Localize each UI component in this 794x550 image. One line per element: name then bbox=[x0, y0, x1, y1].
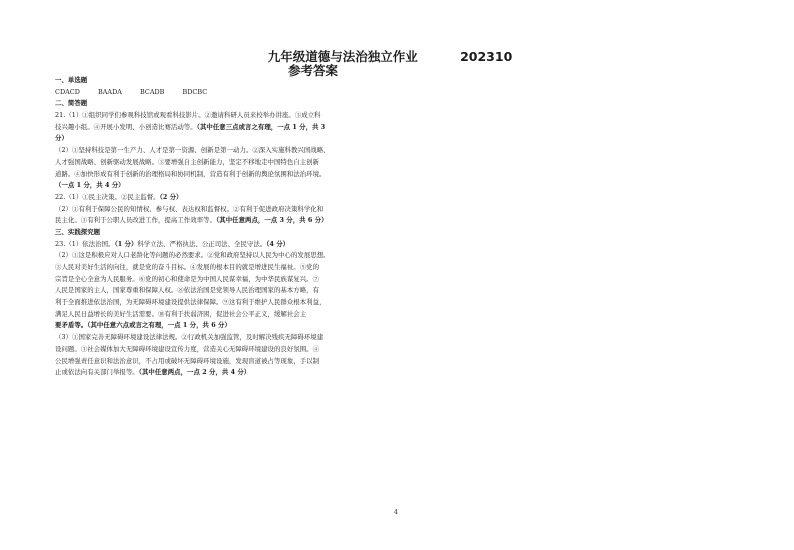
q23-line bbox=[55, 367, 406, 379]
mcq-group: CDACD bbox=[55, 87, 80, 96]
answer-content bbox=[55, 75, 406, 379]
title-code: 202310 bbox=[460, 49, 513, 64]
title-text: 九年级道德与法治独立作业 bbox=[267, 49, 418, 64]
mcq-group: BAADA bbox=[98, 87, 122, 96]
q23-line: （3）①国家完善无障碍环境建设法律法规。②行政机关加强监管，及时解决残疾无障碍环境建 bbox=[55, 333, 324, 342]
section-heading-practice: 三、实践探究题 bbox=[55, 227, 101, 236]
answer-text: 技兴趣小组。④开展小发明、小创造比赛活动等。 bbox=[55, 122, 197, 131]
q21-line: 21.（1）①组织同学们参观科技馆或观看科技影片。②邀请科研人员来校举办讲座。③成立科 bbox=[55, 111, 321, 120]
scoring-note: （其中任意两点，一点 2 分，共 4 分） bbox=[138, 368, 251, 377]
q23-line: 满足人民日益增长的美好生活需要。⑩有利于扶弱济困，促进社会公平正义，缓解社会主 bbox=[55, 309, 307, 318]
q23-line: 利于全面推进依法治国，为无障碍环境建设提供法律保障。⑨这有利于维护人民群众根本利益， bbox=[55, 298, 326, 307]
q21-line: （2）①坚持科技是第一生产力、人才是第一资源、创新是第一动力。②深入实施科教兴国战略、 bbox=[55, 146, 330, 155]
q22-line bbox=[55, 215, 406, 227]
answer-text: 23.（1）依法治国。 bbox=[55, 239, 115, 248]
q21-line bbox=[55, 122, 406, 134]
answer-text: 22.（1）①民主决策。②民主监督。 bbox=[55, 192, 160, 201]
q21-line: 分） bbox=[55, 134, 68, 143]
mcq-group: BCADB bbox=[140, 87, 165, 96]
subtitle-text: 参考答案 bbox=[287, 63, 338, 78]
answer-text: 止或依法向有关部门举报等。 bbox=[55, 368, 139, 377]
q23-line: ③人民对美好生活的向往，就是党的奋斗目标。④发展的根本目的就是增进民生福祉。⑤党的 bbox=[55, 263, 320, 271]
page-number: 4 bbox=[394, 509, 398, 516]
scoring-note: （2 分） bbox=[159, 192, 183, 201]
q23-line: 宗旨是全心全意为人民服务。⑥党的初心和使命是为中国人民谋幸福，为中华民族谋复兴。⑦ bbox=[55, 274, 320, 283]
answer-text: 民主化。③有利于公职人员改进工作，提高工作效率等。 bbox=[55, 216, 217, 225]
scoring-note: （4 分） bbox=[266, 239, 290, 248]
mcq-answers bbox=[55, 87, 406, 99]
q22-line: （2）①有利于保障公民的知情权、参与权、表达权和监督权。②有利于促进政府决策科学化和 bbox=[55, 204, 324, 213]
section-heading-short-answer: 二、简答题 bbox=[55, 99, 88, 108]
q23-line bbox=[55, 239, 406, 251]
scoring-note: （其中任意三点或言之有理，一点 1 分，共 3 bbox=[196, 122, 326, 131]
q23-line: 要矛盾等。（其中任意六点或言之有理，一点 1 分，共 6 分） bbox=[55, 321, 231, 330]
q23-line: 人民是国家的主人，国家尊重和保障人权。⑧依法治国是党领导人民治理国家的基本方略，有 bbox=[55, 286, 320, 295]
q23-line: （2）①这是积极应对人口老龄化等问题的必然要求。②党和政府坚持以人民为中心的发展思想。 bbox=[55, 251, 330, 260]
q23-line: 设问题。③社会媒体加大无障碍环境建设宣传力度，营造关心无障碍环境建设的良好氛围。④ bbox=[55, 344, 320, 353]
section-heading-single-choice: 一、单选题 bbox=[55, 76, 88, 84]
mcq-group: BDCBC bbox=[182, 87, 208, 96]
q22-line bbox=[55, 192, 406, 204]
q21-line: 人才强国战略、创新驱动发展战略。③要增强自主创新能力，坚定不移地走中国特色自主创新 bbox=[55, 157, 320, 166]
scoring-note: （其中任意两点，一点 3 分，共 6 分） bbox=[216, 216, 328, 225]
q23-line: 公民增强责任意识和法治意识，不占用或破坏无障碍环境设施，发现盲道被占等现象，手以制 bbox=[55, 356, 320, 365]
scoring-note: （1 分） bbox=[114, 239, 138, 248]
q21-line: 道路。④加快形成有利于创新的治理格局和协同机制，营造有利于创新的舆论氛围和法治环境。 bbox=[55, 169, 326, 178]
document-title bbox=[0, 50, 794, 64]
answer-text: 科学立法、严格执法、公正司法、全民守法。 bbox=[137, 239, 267, 248]
q21-line: （一点 1 分，共 4 分） bbox=[55, 181, 125, 190]
